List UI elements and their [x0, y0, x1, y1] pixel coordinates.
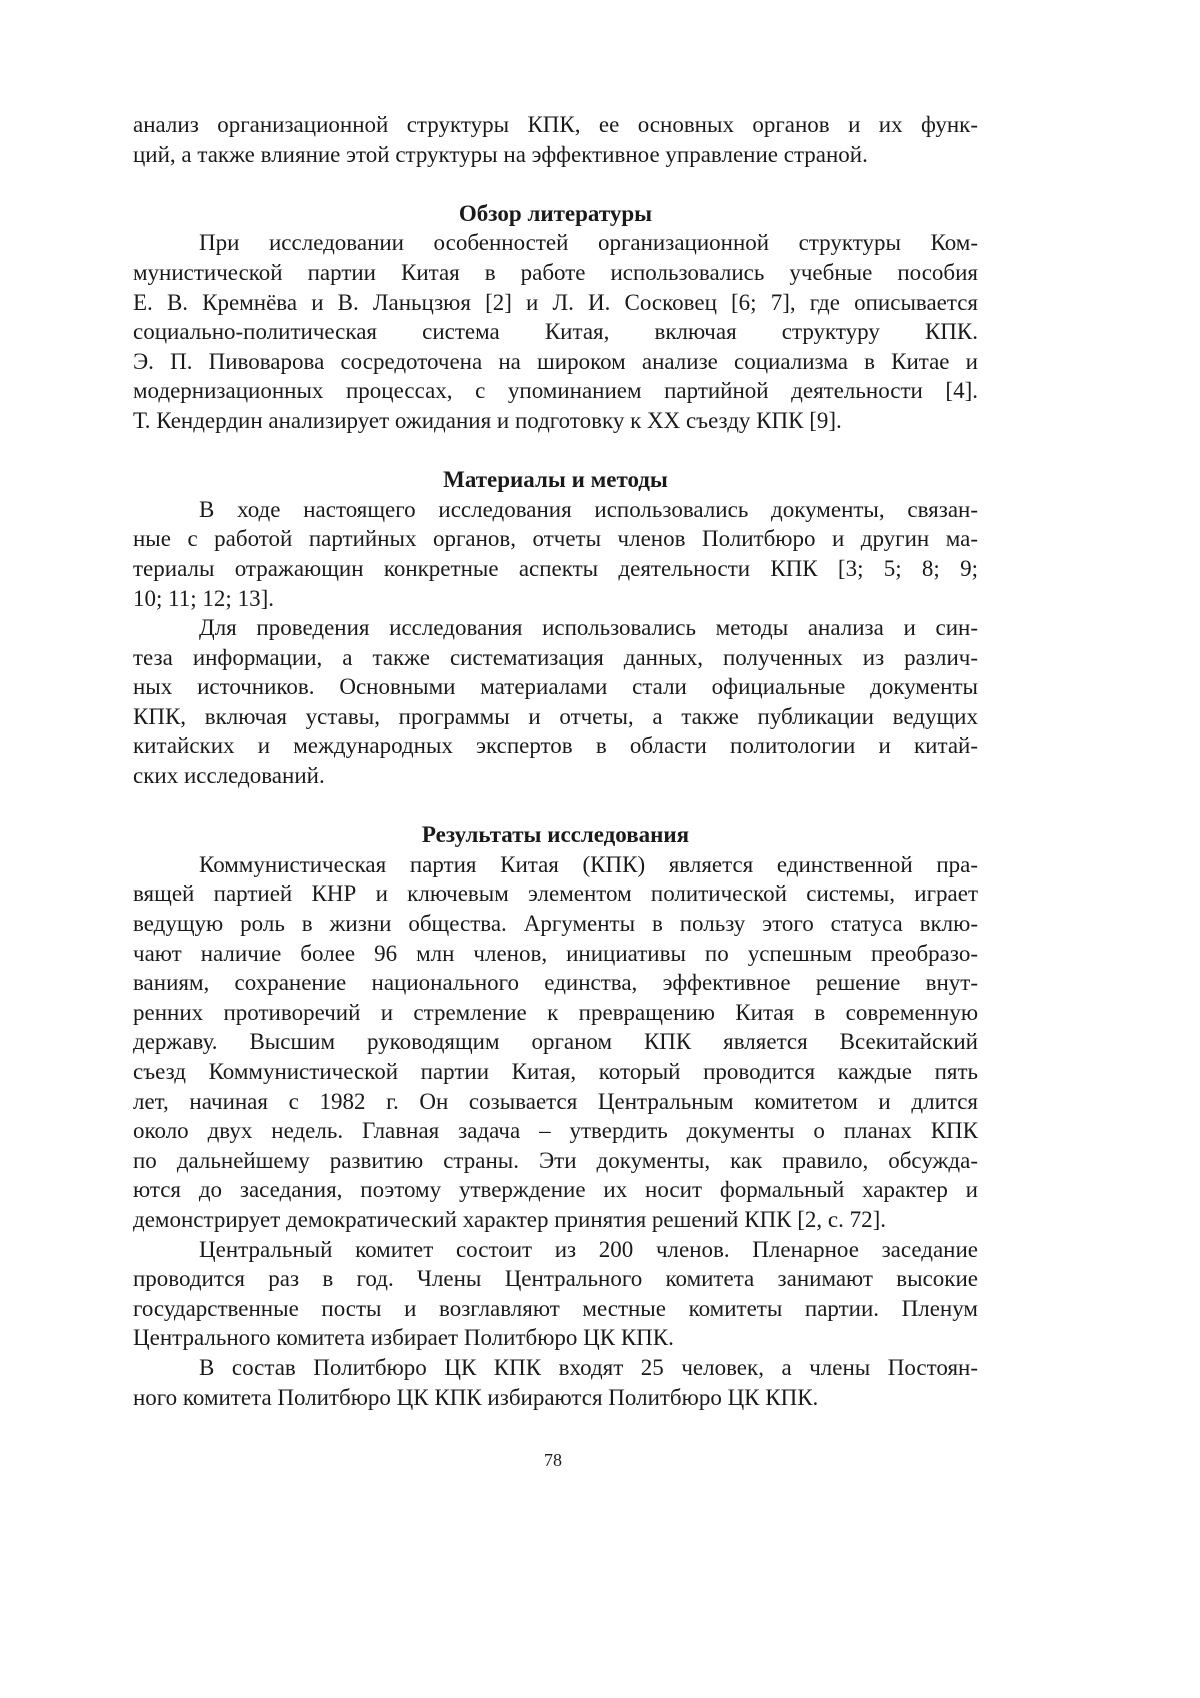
text-line: Центральный комитет состоит из 200 членов. Пленарное заседание: [133, 1235, 978, 1265]
blank-line: [133, 169, 978, 199]
text-line: мунистической партии Китая в работе использовались учебные пособия: [133, 258, 978, 288]
text-line: китайских и международных экспертов в области политологии и китай-: [133, 731, 978, 761]
text-line: Для проведения исследования использовались методы анализа и син-: [133, 613, 978, 643]
text-line: ного комитета Политбюро ЦК КПК избираются Политбюро ЦК КПК.: [133, 1383, 978, 1413]
text-line: около двух недель. Главная задача – утвердить документы о планах КПК: [133, 1116, 978, 1146]
text-line: В состав Политбюро ЦК КПК входят 25 человек, а члены Постоян-: [133, 1353, 978, 1383]
paragraph: [133, 110, 978, 169]
text-line: теза информации, а также систематизация данных, полученных из различ-: [133, 643, 978, 673]
text-line: съезд Коммунистической партии Китая, который проводится каждые пять: [133, 1057, 978, 1087]
text-line: вящей партией КНР и ключевым элементом политической системы, играет: [133, 879, 978, 909]
section-heading: Результаты исследования: [133, 820, 978, 850]
text-line: ских исследований.: [133, 761, 978, 791]
text-line: анализ организационной структуры КПК, ее основных органов и их функ-: [133, 110, 978, 140]
text-line: ются до заседания, поэтому утверждение их носит формальный характер и: [133, 1175, 978, 1205]
text-line: чают наличие более 96 млн членов, инициативы по успешным преобразо-: [133, 939, 978, 969]
paragraph: [133, 228, 978, 435]
text-line: проводится раз в год. Члены Центрального комитета занимают высокие: [133, 1264, 978, 1294]
text-line: по дальнейшему развитию страны. Эти документы, как правило, обсужда-: [133, 1146, 978, 1176]
page-number: 78: [0, 1450, 1106, 1471]
text-line: В ходе настоящего исследования использовались документы, связан-: [133, 495, 978, 525]
text-line: 10; 11; 12; 13].: [133, 584, 978, 614]
text-line: модернизационных процессах, с упоминанием партийной деятельности [4].: [133, 376, 978, 406]
blank-line: [133, 791, 978, 821]
text-line: социально-политическая система Китая, включая структуру КПК.: [133, 317, 978, 347]
text-line: ведущую роль в жизни общества. Аргументы в пользу этого статуса вклю-: [133, 909, 978, 939]
text-line: Э. П. Пивоварова сосредоточена на широком анализе социализма в Китае и: [133, 347, 978, 377]
paragraph: [133, 495, 978, 613]
text-line: Е. В. Кремнёва и В. Ланьцзюя [2] и Л. И. Сосковец [6; 7], где описывается: [133, 288, 978, 318]
text-line: демонстрирует демократический характер принятия решений КПК [2, с. 72].: [133, 1205, 978, 1235]
paragraph: [133, 850, 978, 1235]
text-line: государственные посты и возглавляют местные комитеты партии. Пленум: [133, 1294, 978, 1324]
document-body: [133, 110, 978, 1412]
text-line: Т. Кендердин анализирует ожидания и подготовку к XX съезду КПК [9].: [133, 406, 978, 436]
text-line: ций, а также влияние этой структуры на эффективное управление страной.: [133, 140, 978, 170]
text-line: ных источников. Основными материалами стали официальные документы: [133, 672, 978, 702]
text-line: КПК, включая уставы, программы и отчеты, а также публикации ведущих: [133, 702, 978, 732]
paragraph: [133, 1235, 978, 1353]
text-line: лет, начиная с 1982 г. Он созывается Центральным комитетом и длится: [133, 1087, 978, 1117]
text-line: ренних противоречий и стремление к превращению Китая в современную: [133, 998, 978, 1028]
text-line: державу. Высшим руководящим органом КПК является Всекитайский: [133, 1027, 978, 1057]
text-line: ные с работой партийных органов, отчеты членов Политбюро и другин ма-: [133, 524, 978, 554]
section-heading: Материалы и методы: [133, 465, 978, 495]
blank-line: [133, 436, 978, 466]
text-line: Коммунистическая партия Китая (КПК) является единственной пра-: [133, 850, 978, 880]
paragraph: [133, 613, 978, 791]
paragraph: [133, 1353, 978, 1412]
section-heading: Обзор литературы: [133, 199, 978, 229]
text-line: ваниям, сохранение национального единства, эффективное решение внут-: [133, 968, 978, 998]
text-line: При исследовании особенностей организационной структуры Ком-: [133, 228, 978, 258]
text-line: териалы отражающин конкретные аспекты деятельности КПК [3; 5; 8; 9;: [133, 554, 978, 584]
text-line: Центрального комитета избирает Политбюро ЦК КПК.: [133, 1323, 978, 1353]
